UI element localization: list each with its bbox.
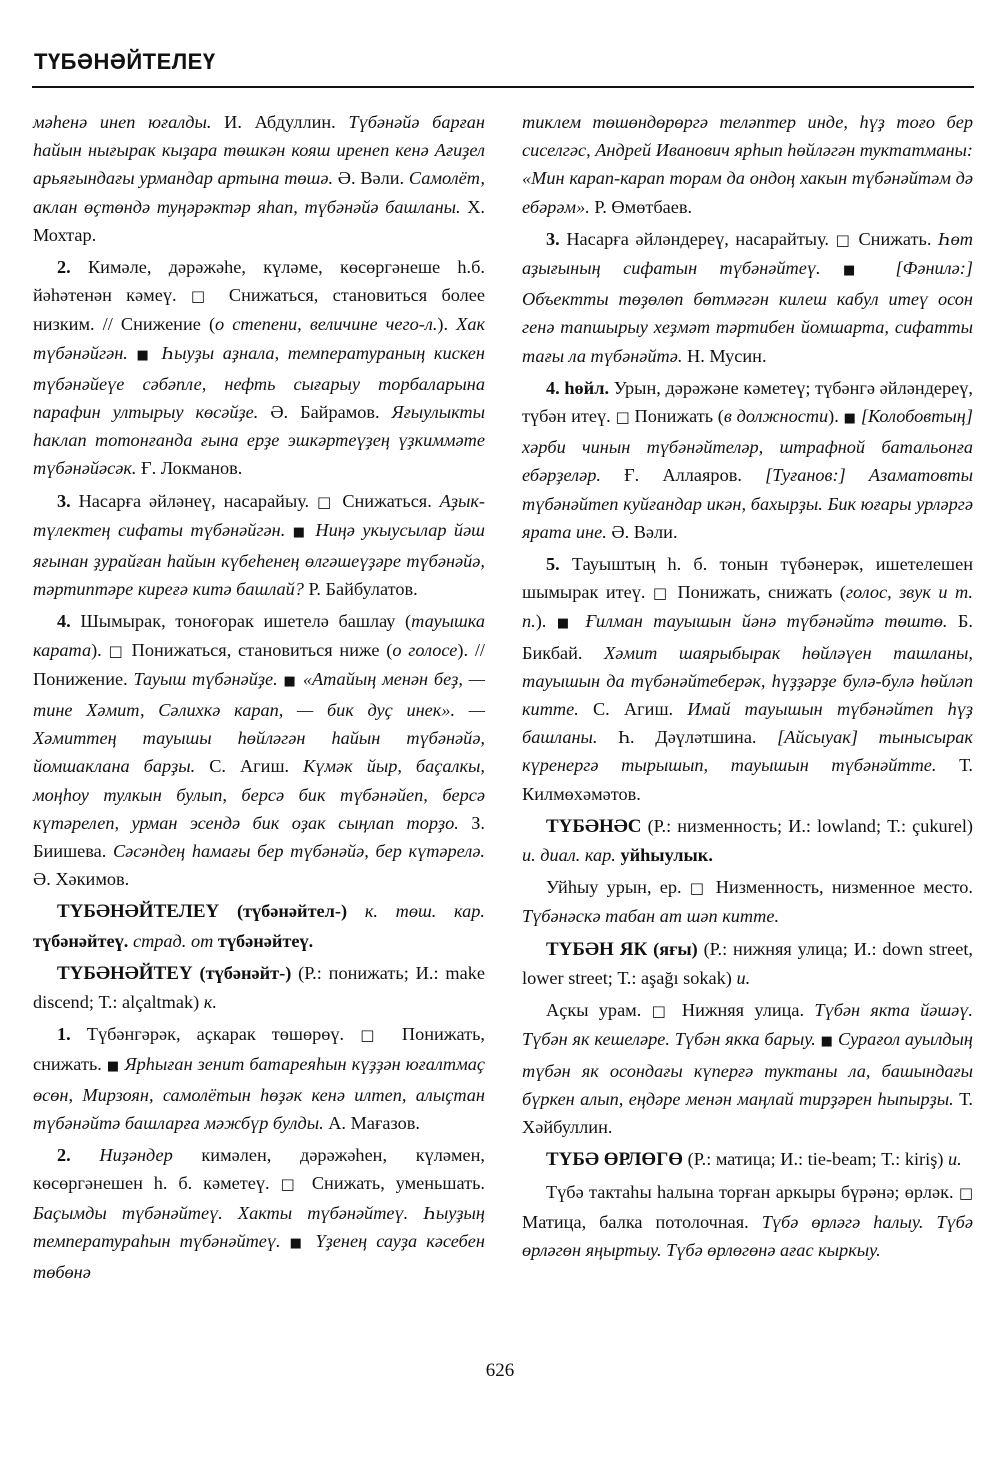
entry-paragraph: Аҫкы урам. □ Нижняя улица. Түбән якта йәшәү. Түбән як кешеләре. Түбән якка барыу. ■ Сурағол ауылдың түбән як осондағы күперғә туктаны ла, башындағы бүркен алып, еңдәре менән маңлай тирҙәрен һыпырҙы. Т. Хәйбуллин. [522,1000,973,1137]
entry-paragraph: 4. һөйл. Урын, дәрәжәне кәметеү; түбәнгә әйләндереү, түбән итеү. □ Понижать (в должности). ■ [Колобовтың] хәрби чинын түбәнәйтеләр, штрафной батальонға ебәрҙеләр. Ғ. Аллаяров. [Туғанов:] Азаматовты түбәнәйтеп куйғандар икән, бахырҙы. Бик юғары урләргә ярата ине. Ә. Вәли. [522,377,973,542]
entry-paragraph: 4. Шымырак, тоноғорак ишетелә башлау (тауышка карата). □ Понижаться, становиться ниже (о голосе). // Понижение. Тауыш түбәнәйҙе. ■ «Атайың менән беҙ, — тине Хәмит, Сәлихкә карап, — бик дуҫ инек». — Хәмиттең тауышы һөйләгән һайын түбәнәйә, йомшаклана барҙы. С. Агиш. Күмәк йыр, баҫалкы, моңһоу тулкын булып, берсә бик түбәнәйеп, берсә күтәрелеп, урман эсендә бик оҙак сыңлап торҙо. З. Биишева. Сәсәндең һамағы бер түбәнәйә, бер күтәрелә. Ә. Хәкимов. [33,611,486,890]
entry-paragraph: 1. Түбәнгәрәк, аҫкарак төшөрөү. □ Понижать, снижать. ■ Ярһыған зенит батареяһын күҙҙән юғалтмаҫ өсөн, Мирзоян, самолётын һөҙәк кенә илтеп, алыҫтан түбәнәйтә башларға мәжбүр булды. А. Мағазов. [33,1024,485,1133]
headword-entry: ТҮБӘН ЯК (яғы) (Р.: нижняя улица; И.: down street, lower street; Т.: aşağı sokak) и. [522,938,973,988]
headword-entry: ТҮБӘ ӨРЛӨГӨ (Р.: матица; И.: tie-beam; Т.: kiriş) и. [546,1149,962,1171]
entry-paragraph: Түбә тактаһы һалына торған аркыры бүрәнә; өрләк. □ Матица, балка потолочная. Түбә өрләгә һалыу. Түбә өрләгөн яңыртыу. Түбә өрлөгөнә ағас кыркыу. [522,1182,973,1260]
entry-paragraph: 5. Тауыштың һ. б. тонын түбәнерәк, ишетелешен шымырак итеү. □ Понижать, снижать (голос, звук и т. п.). ■ Ғилман тауышын йәнә түбәнәйтә төштө. Б. Бикбай. Хәмит шаярыбырак һөйләүен ташланы, тауышын да түбәнәйтеберәк, һүҙҙәрҙе булә-булә һөйләп китте. С. Агиш. Имай тауышын түбәнәйтеп һүҙ башланы. Һ. Дәүләтшина. [Айсыуак] тынысырак күренергә тырышып, тауышын түбәнәйтте. Т. Килмөхәмәтов. [522,554,974,804]
headword-entry: ТҮБӘНӘС (Р.: низменность; И.: lowland; Т.: çukurel) и. диал. кар. уйһыулык. [522,815,973,866]
running-head: ТҮБӘНӘЙТЕЛЕҮ [34,49,216,74]
entry-paragraph: тиклем төшөндөрөргә теләптер инде, һүҙ тоғо бер сиселгәс, Андрей Иванович ярһып һөйләгән туктатманы: «Мин карап-карап торам да ондоң хакын түбәнәйтәм дә ебәрәм». Р. Өмөтбаев. [522,112,973,217]
header-rule [32,86,974,88]
left-column [33,108,485,1290]
page-number: 626 [485,1360,515,1381]
right-column [522,108,973,1268]
entry-paragraph: 2. Кимәле, дәрәжәһе, күләме, көсөргәнеше һ.б. йәһәтенән кәмеү. □ Снижаться, становиться более низким. // Снижение (о степени, величине чего-л.). Хак түбәнәйгән. ■ Һыуҙы аҙнала, температураның кискен түбәнәйеүе сәбәпле, нефть сығарыу торбаларына парафин ултырыу көсәйҙе. Ә. Байрамов. Яғыулыкты һаклап тотонғанда ғына ерҙе эшкәртеүҙең үҙкиммәте түбәнәйәсәк. Ғ. Локманов. [33,257,486,479]
entry-paragraph: Уйһыу урын, ер. □ Низменность, низменное место. Түбәнәскә табан ат шәп китте. [522,877,973,927]
entry-paragraph: мәһенә инеп юғалды. И. Абдуллин. Түбәнәйә барған һайын нығырак кыҙара төшкән кояш иренеп кенә Ағиҙел арьяғындағы урмандар артына төшә. Ә. Вәли. Самолёт, аклан өҫтөндә туңәрәктәр яһап, түбәнәйә башланы. Х. Мохтар. [33,112,485,245]
entry-paragraph: 3. Насарға әйләндереү, насарайтыу. □ Снижать. Һөт аҙығының сифатын түбәнәйтеү. ■ [Фәнилә:] Объектты төҙөлөп бөтмәгән килеш кабул итеү осон генә тапшырыу хеҙмәт тәртибен йомшарта, сифатты тағы ла түбәнәйтә. Н. Мусин. [522,228,973,366]
headword-entry: ТҮБӘНӘЙТЕҮ (түбәнәйт-) (Р.: понижать; И.: make discend; Т.: alçaltmak) к. [33,962,485,1013]
headword-entry: ТҮБӘНӘЙТЕЛЕҮ (түбәнәйтел-) к. төш. кар. түбәнәйтеү. страд. от түбәнәйтеү. [33,901,485,951]
entry-paragraph: 3. Насарға әйләнеү, насарайыу. □ Снижаться. Аҙык-түлектең сифаты түбәнәйгән. ■ Ниңә укыусылар йәш яғынан ҙурайған һайын күбеһенең өлгәшеүҙәре түбәнәйә, тәртиптәре киреғә китә башлай? Р. Байбулатов. [33,490,485,600]
entry-paragraph: 2. Ниҙәндер кимәлен, дәрәжәһен, күләмен, көсөргәнешен һ. б. кәметеү. □ Снижать, уменьшать. Баҫымды түбәнәйтеү. Хакты түбәнәйтеү. Һыуҙың температураһын түбәнәйтеү. ■ Үҙенең сауҙа кәсебен төбөнә [33,1145,485,1282]
